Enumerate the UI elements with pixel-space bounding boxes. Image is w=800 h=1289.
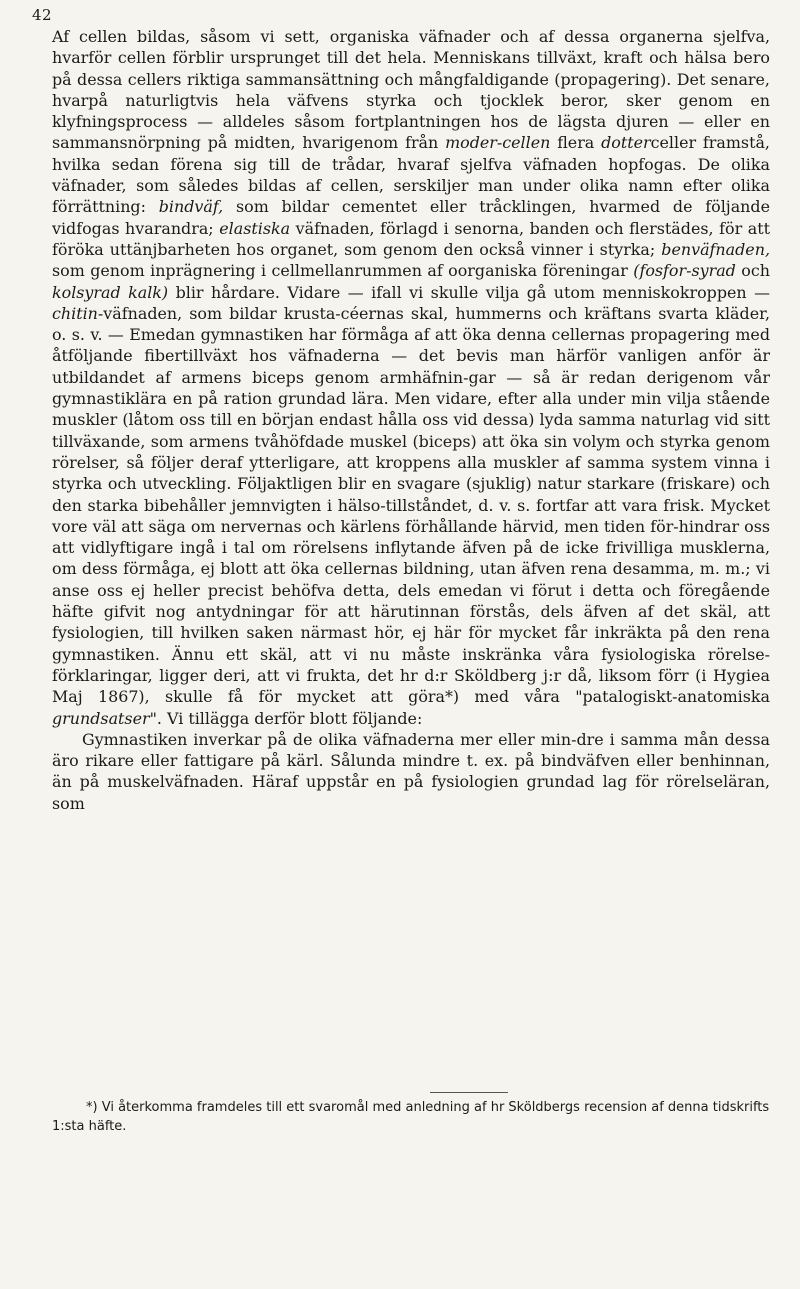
italic-term: (fosfor-syrad xyxy=(633,261,736,281)
footnote-divider xyxy=(430,1092,508,1093)
text-run: blir hårdare. Vidare — ifall vi skulle vilja gå utom menniskokroppen — xyxy=(168,282,770,302)
text-run: som genom inprägnering i cellmellanrummen af oorganiska föreningar xyxy=(52,261,634,281)
text-run: och xyxy=(735,261,770,281)
text-run: väfnaden, förlagd i senorna, banden och flerstädes, för att föröka uttänjbarheten hos organet, som genom den också vinner i styrka; xyxy=(52,218,771,259)
text-run: som bildar cementet eller tråcklingen, hvarmed de följande vidfogas hvarandra; xyxy=(52,197,770,238)
footnote-mark: *) xyxy=(86,1100,98,1115)
italic-term: bindväf, xyxy=(158,197,224,217)
body-text xyxy=(52,26,770,814)
italic-term: chitin xyxy=(52,303,98,323)
text-run: -väfnaden, som bildar krusta-céernas skal, hummerns och kräftans svarta kläder, o. s. v. — Emedan gymnastiken har förmåga af att öka denna cellernas propagering med åtföljande fibertillväxt hos väfnaderna — det bevis man härför vanligen anför är utbildandet af armens biceps genom armhäfnin-gar — så är redan derigenom vår gymnastiklära en på ration grundad lära. Men vidare, efter alla under min vilja stående muskler (låtom oss till en början endast hålla oss vid dessa) lyda samma naturlag vid sitt tillväxande, som armens tvåhöfdade muskel (biceps) att öka sin volym och styrka genom rörelser, så följer deraf ytterligare, att kroppens alla muskler af samma system vinna i styrka och utveckling. Följaktligen blir en svagare (sjuklig) natur starkare (friskare) och den starka bibehåller jemnvigten i hälso-tillståndet, d. v. s. fortfar att vara frisk. Mycket vore väl att säga om nervernas och kärlens förhållande härvid, men tiden för-hindrar oss att vidlyftigare ingå i tal om rörelsens inflytande äfven på de icke frivilliga musklerna, om dess förmåga, ej blott att öka cellernas bildning, utan äfven rena desamma, m. m.; vi anse oss ej heller precist behöfva detta, dels emedan vi förut i detta och föregående häfte gifvit nog antydningar för att härutinnan förstås, dels äfven af det skäl, att fysiologien, till hvilken saken närmast hör, ej här för mycket får inkräkta på den rena gymnastiken. Ännu ett skäl, att vi nu måste inskränka våra fysiologiska rörelse-förklaringar, ligger deri, att vi frukta, det hr d:r Sköldberg j:r då, liksom förr (i Hygiea Maj 1867), skulle få för mycket att göra*) med våra "patalogiskt-anatomiska xyxy=(52,303,770,707)
text-run: celler framstå, hvilka sedan förena sig till de trådar, hvaraf sjelfva väfnaden hopfogas. De olika väfnader, som således bildas af cellen, serskiljer man under olika namn efter olika förrättning: xyxy=(52,133,770,217)
italic-term: benväfnaden, xyxy=(661,239,770,259)
text-run: Af cellen bildas, såsom vi sett, organiska väfnader och af dessa organerna sjelfva, hvarför cellen förblir ursprunget till det hela. Menniskans tillväxt, kraft och hälsa bero på dessa cellers riktiga sammansättning och mångfaldigande (propagering). Det senare, hvarpå naturligtvis hela väfvens styrka och tjocklek beror, sker genom en klyfningsprocess — alldeles såsom fortplantningen hos de lägsta djuren — eller en sammansnörpning på midten, hvarigenom från xyxy=(52,27,770,153)
text-run: flera xyxy=(550,133,602,153)
italic-term: elastiska xyxy=(219,218,291,238)
paragraph-1 xyxy=(52,26,770,729)
paragraph-2 xyxy=(52,729,770,814)
italic-term: grundsatser xyxy=(52,708,150,728)
italic-term: kolsyrad kalk) xyxy=(52,282,169,302)
text-run: Gymnastiken inverkar på de olika väfnaderna mer eller min-dre i samma mån dessa äro rikare eller fattigare på kärl. Sålunda mindre t. ex. på bindväfven eller benhinnan, än på muskelväfnaden. Häraf uppstår en på fysiologien grundad lag för rörelseläran, som xyxy=(52,729,770,813)
text-run: ". Vi tillägga derför blott följande: xyxy=(149,708,423,728)
footnote-text: Vi återkomma framdeles till ett svaromål med anledning af hr Sköldbergs recension af denna tidskrifts 1:sta häfte. xyxy=(52,1100,770,1134)
footnote xyxy=(52,1098,770,1136)
italic-term: moder-cellen xyxy=(445,133,551,153)
italic-term: dotter xyxy=(601,133,651,153)
page-number: 42 xyxy=(32,6,53,24)
